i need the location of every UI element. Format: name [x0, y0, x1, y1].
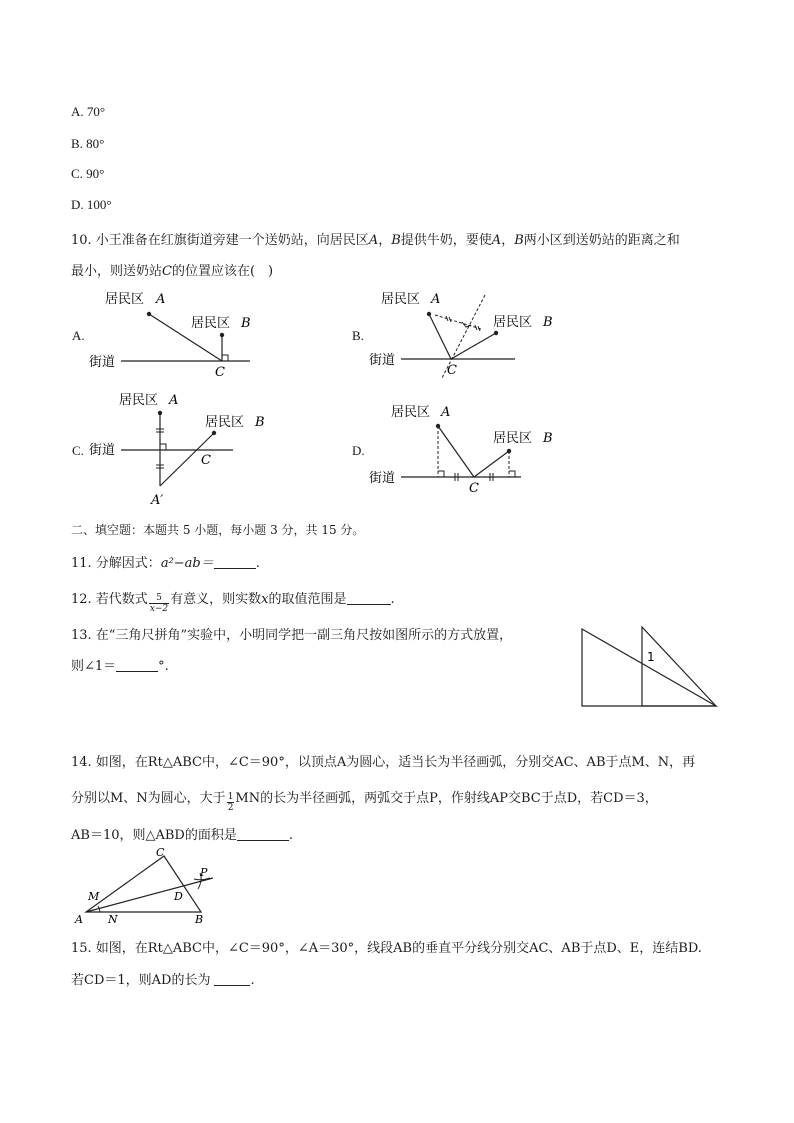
- right-angle-mark: [438, 471, 444, 477]
- right-angle-mark: [509, 471, 515, 477]
- ray-ap: [86, 878, 213, 912]
- fraction-numerator: 5: [149, 593, 169, 604]
- fraction: [227, 792, 235, 813]
- label-resB: 居民区: [493, 315, 533, 330]
- answer-blank[interactable]: [214, 974, 250, 986]
- q14-text: MN的长为半径画弧，两弧交于点P，作射线AP交BC于点D，若CD＝3，: [235, 791, 658, 806]
- q14-line1: 14. 如图，在Rt△ABC中，∠C＝90°，以顶点A为圆心，适当长为半径画弧，分别交AC、AB于点M、N，再: [71, 755, 696, 770]
- section-heading: 二、填空题：本题共 5 小题，每小题 3 分，共 15 分。: [71, 523, 365, 537]
- var-b: B: [391, 233, 401, 248]
- fraction-numerator: 1: [227, 792, 234, 802]
- label-C: C: [469, 481, 479, 496]
- label-resA: 居民区: [391, 405, 431, 420]
- q10-stem-line1: [71, 229, 680, 248]
- label-resB: 居民区: [493, 431, 533, 446]
- label-resA: 居民区: [105, 292, 145, 307]
- q10-text: ，: [501, 233, 515, 248]
- label-resA: 居民区: [381, 292, 421, 307]
- q14-line2: [71, 787, 658, 813]
- label-B: B: [241, 316, 251, 331]
- question-12: [71, 588, 395, 614]
- option-c: C. 90°: [71, 166, 105, 181]
- q12-text: 12. 若代数式: [71, 592, 148, 607]
- option-a: A. 70°: [71, 104, 106, 119]
- label-street: 街道: [369, 471, 396, 486]
- q13-line2: [71, 655, 169, 674]
- q10-figure-a: [85, 285, 260, 380]
- q10-text: 两小区到送奶站的距离之和: [523, 233, 680, 248]
- q10-figure-b: [365, 285, 565, 380]
- triangle-ruler-2: [642, 627, 716, 706]
- q13-triangle-figure: [578, 624, 723, 712]
- q13-line1: 13. 在“三角尺拼角”实验中，小明同学把一副三角尺按如图所示的方式放置，: [71, 628, 513, 643]
- label-street: 街道: [89, 355, 116, 370]
- label-M: M: [88, 890, 100, 903]
- q11-end: .: [255, 556, 260, 571]
- label-P: P: [200, 866, 208, 879]
- label-A-prime: A′: [151, 493, 164, 508]
- label-C: C: [447, 363, 457, 378]
- label-A: A: [75, 913, 83, 926]
- q10-option-a-label: A.: [72, 328, 85, 343]
- segment-ac: [438, 426, 474, 477]
- answer-blank[interactable]: [237, 829, 289, 841]
- q15-end: .: [250, 973, 255, 988]
- option-b: B. 80°: [71, 136, 105, 151]
- answer-blank[interactable]: [347, 593, 391, 605]
- q10-option-d-label: D.: [352, 443, 365, 458]
- label-street: 街道: [369, 353, 396, 368]
- q14-text: AB＝10，则△ABD的面积是: [71, 828, 237, 843]
- dashed-ab: [435, 315, 481, 329]
- label-C: C: [215, 365, 225, 380]
- q14-line3: [71, 824, 293, 843]
- label-street: 街道: [89, 443, 116, 458]
- fraction-denominator: x−2: [149, 604, 169, 614]
- q15-text: 若CD＝1，则AD的长为: [71, 973, 211, 988]
- var-c: C: [162, 264, 172, 279]
- segment-bc: [474, 451, 509, 477]
- answer-blank[interactable]: [214, 557, 256, 569]
- right-angle-mark: [160, 444, 166, 450]
- angle-1-label: 1: [647, 650, 655, 664]
- q14-end: .: [288, 828, 293, 843]
- label-B: B: [195, 913, 204, 926]
- q10-text: ，: [378, 233, 392, 248]
- var-a: A: [491, 233, 502, 248]
- label-C: C: [201, 453, 211, 468]
- label-B: B: [543, 431, 553, 446]
- label-A: A: [431, 292, 441, 307]
- q14-triangle-figure: [72, 842, 222, 928]
- q11-text: 11. 分解因式：: [71, 556, 161, 571]
- triangle-abc: [86, 856, 201, 912]
- label-B: B: [255, 415, 265, 430]
- label-A: A: [441, 405, 451, 420]
- fraction-denominator: 2: [227, 803, 234, 813]
- q10-figure-d: [365, 400, 560, 498]
- q10-text: 提供牛奶，要使: [400, 233, 492, 248]
- label-resB: 居民区: [191, 316, 231, 331]
- q12-text: 的取值范围是: [268, 592, 347, 607]
- segment-bc: [451, 333, 496, 359]
- q12-text: 有意义，则实数: [170, 592, 262, 607]
- var-a: A: [368, 233, 379, 248]
- q13-text: 则∠1＝: [71, 659, 117, 674]
- right-angle-mark: [222, 355, 228, 361]
- label-N: N: [108, 913, 118, 926]
- q10-text: 的位置应该在( ): [171, 264, 274, 279]
- q10-stem-line2: [71, 260, 273, 279]
- q12-end: .: [390, 592, 395, 607]
- q15-line2: [71, 969, 255, 988]
- q15-line1: 15. 如图，在Rt△ABC中，∠C＝90°，∠A＝30°，线段AB的垂直平分线分别交AC、AB于点D、E，连结BD.: [71, 941, 702, 956]
- q14-text: 分别以M、N为圆心，大于: [71, 791, 226, 806]
- label-resB: 居民区: [205, 415, 245, 430]
- var-b: B: [514, 233, 524, 248]
- q10-option-c-label: C.: [72, 443, 84, 458]
- label-A: A: [169, 393, 179, 408]
- question-11: [71, 552, 260, 571]
- q10-text: 最小，则送奶站: [71, 264, 163, 279]
- q10-figure-c: [85, 388, 280, 510]
- q10-option-b-label: B.: [352, 328, 364, 343]
- q13-end: °.: [158, 659, 169, 674]
- var-x: x: [261, 592, 269, 607]
- label-B: B: [543, 315, 553, 330]
- q11-expression: a²−ab＝: [160, 556, 214, 571]
- triangle-ruler-1: [582, 629, 716, 706]
- label-D: D: [174, 890, 183, 903]
- fraction: [149, 593, 169, 614]
- label-C: C: [156, 846, 165, 859]
- q10-text: 10. 小王准备在红旗街道旁建一个送奶站，向居民区: [71, 233, 369, 248]
- label-resA: 居民区: [119, 393, 159, 408]
- option-d: D. 100°: [71, 197, 112, 212]
- label-A: A: [156, 292, 166, 307]
- answer-blank[interactable]: [116, 660, 158, 672]
